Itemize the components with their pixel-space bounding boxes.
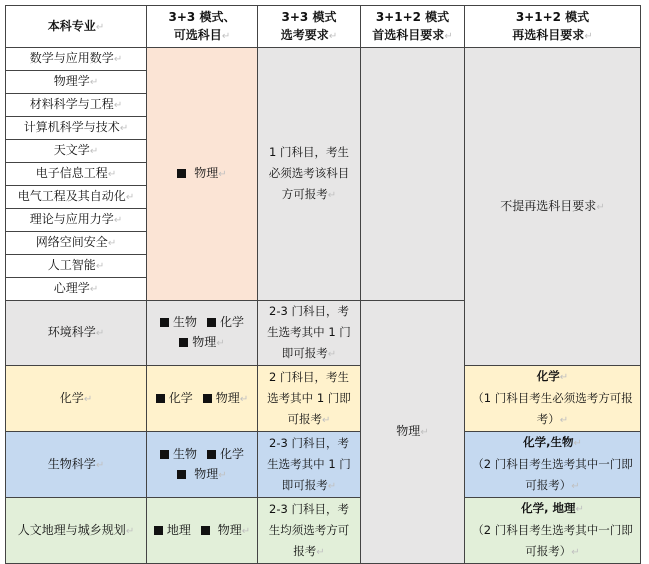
major-cell: 人工智能↵ bbox=[6, 255, 147, 278]
major-cell: 材料科学与工程↵ bbox=[6, 94, 147, 117]
first-choice-top-cell bbox=[361, 48, 465, 301]
major-cell: 生物科学↵ bbox=[6, 432, 147, 498]
requirement-cell: 2 门科目，考生 选考其中 1 门即 可报考↵ bbox=[258, 366, 361, 432]
major-cell: 网络空间安全↵ bbox=[6, 232, 147, 255]
subject-requirements-table bbox=[5, 5, 641, 564]
requirement-cell: 2-3 门科目，考 生选考其中 1 门 即可报考↵ bbox=[258, 301, 361, 366]
requirement-cell: 2-3 门科目，考 生均须选考方可 报考↵ bbox=[258, 498, 361, 564]
major-cell: 计算机科学与技术↵ bbox=[6, 117, 147, 140]
header-row bbox=[6, 6, 641, 48]
first-choice-cell: 物理↵ bbox=[361, 301, 465, 564]
header-312-reselect: 3+1+2 模式 再选科目要求↵ bbox=[465, 6, 641, 48]
filled-square-icon bbox=[207, 450, 216, 459]
subject-cell: 物理↵ bbox=[147, 48, 258, 301]
header-312-first-choice: 3+1+2 模式 首选科目要求↵ bbox=[361, 6, 465, 48]
filled-square-icon bbox=[160, 318, 169, 327]
major-cell: 化学↵ bbox=[6, 366, 147, 432]
requirement-cell: 2-3 门科目，考 生选考其中 1 门 即可报考↵ bbox=[258, 432, 361, 498]
major-cell: 环境科学↵ bbox=[6, 301, 147, 366]
reselect-cell: 化学, 地理↵ （2 门科目考生选考其中一门即 可报考）↵ bbox=[465, 498, 641, 564]
filled-square-icon bbox=[177, 470, 186, 479]
filled-square-icon bbox=[201, 526, 210, 535]
subject-cell: 地理 物理↵ bbox=[147, 498, 258, 564]
subject-cell: 生物 化学 物理↵ bbox=[147, 432, 258, 498]
table-row bbox=[6, 432, 641, 498]
major-cell: 电子信息工程↵ bbox=[6, 163, 147, 186]
filled-square-icon bbox=[203, 394, 212, 403]
header-major: 本科专业↵ bbox=[6, 6, 147, 48]
table-row bbox=[6, 366, 641, 432]
table-row bbox=[6, 48, 641, 71]
filled-square-icon bbox=[160, 450, 169, 459]
major-cell: 数学与应用数学↵ bbox=[6, 48, 147, 71]
major-cell: 理论与应用力学↵ bbox=[6, 209, 147, 232]
header-33-subjects: 3+3 模式、 可选科目↵ bbox=[147, 6, 258, 48]
filled-square-icon bbox=[177, 169, 186, 178]
filled-square-icon bbox=[154, 526, 163, 535]
filled-square-icon bbox=[179, 338, 188, 347]
reselect-cell: 不提再选科目要求↵ bbox=[465, 48, 641, 366]
reselect-cell: 化学,生物↵ （2 门科目考生选考其中一门即 可报考）↵ bbox=[465, 432, 641, 498]
major-cell: 天文学↵ bbox=[6, 140, 147, 163]
requirement-cell: 1 门科目，考生 必须选考该科目 方可报考↵ bbox=[258, 48, 361, 301]
filled-square-icon bbox=[207, 318, 216, 327]
filled-square-icon bbox=[156, 394, 165, 403]
subject-cell: 生物 化学 物理↵ bbox=[147, 301, 258, 366]
major-cell: 人文地理与城乡规划↵ bbox=[6, 498, 147, 564]
major-cell: 物理学↵ bbox=[6, 71, 147, 94]
table-row bbox=[6, 498, 641, 564]
header-33-requirements: 3+3 模式 选考要求↵ bbox=[258, 6, 361, 48]
major-cell: 心理学↵ bbox=[6, 278, 147, 301]
major-cell: 电气工程及其自动化↵ bbox=[6, 186, 147, 209]
subject-cell: 化学 物理↵ bbox=[147, 366, 258, 432]
reselect-cell: 化学↵ （1 门科目考生必须选考方可报 考）↵ bbox=[465, 366, 641, 432]
